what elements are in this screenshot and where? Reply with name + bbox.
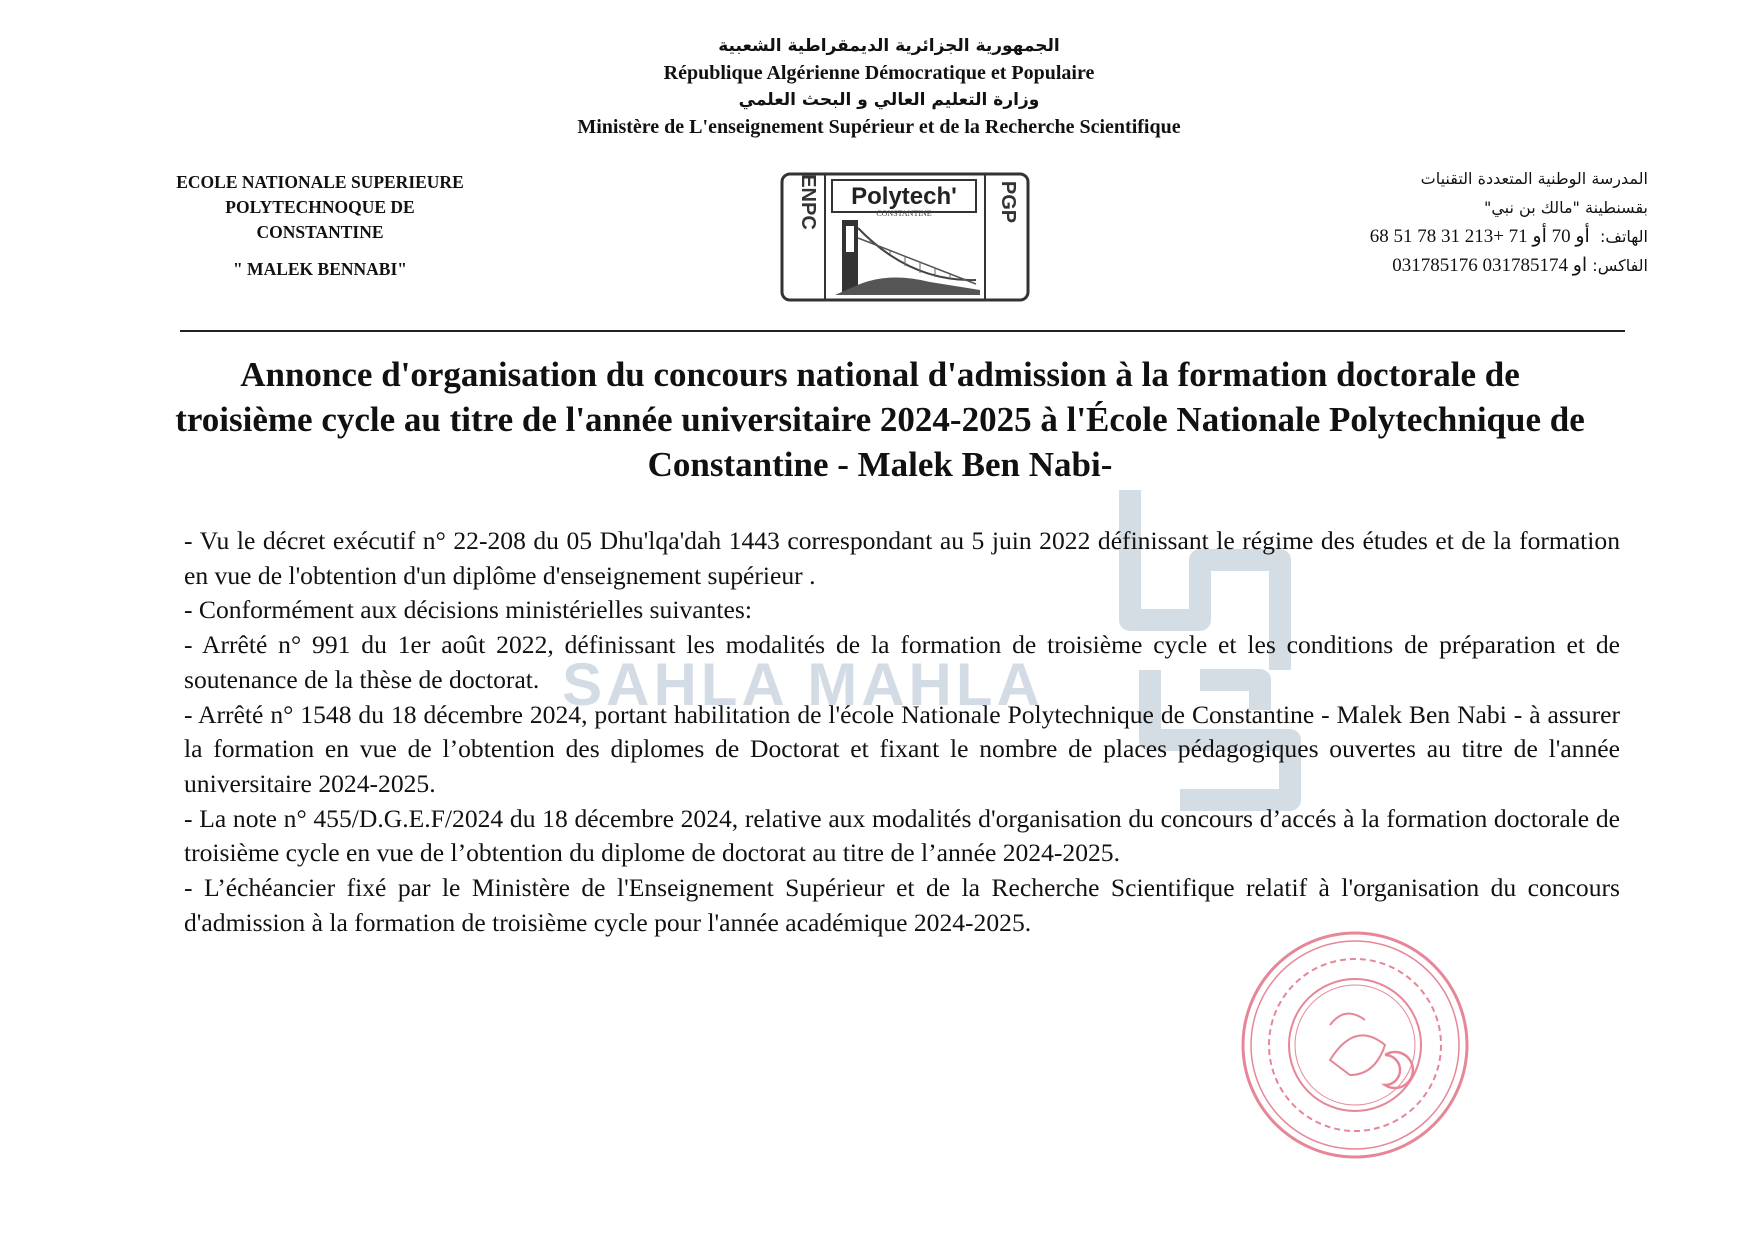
announcement-title: Annonce d'organisation du concours national d'admission à la formation doctorale de troisième cycle au titre de l'année universitaire 2024-2025 à l'École Nationale Polytechnique de Constantine - Malek Ben Nabi- [175, 355, 1585, 484]
header-divider [180, 330, 1625, 332]
watermark-text: SAHLA MAHLA [562, 651, 1044, 718]
ministry-fr: Ministère de L'enseignement Supérieur et de la Recherche Scientifique [577, 116, 1181, 138]
republic-ar: الجمهورية الجزائرية الديمقراطية الشعبية [718, 36, 1060, 56]
fax-label: الفاكس: [1592, 256, 1648, 275]
paragraph-note-455: - La note n° 455/D.G.E.F/2024 du 18 décembre 2024, relative aux modalités d'organisation du concours d’accés à la formation doctorale de troisième cycle en vue de l’obtention du diplome de doctorat au titre de l’année 2024-2025. [184, 803, 1620, 868]
logo-brand: Polytech' [851, 183, 957, 210]
phone-label: الهاتف: [1600, 227, 1648, 246]
paragraph-echeancier: - L’échéancier fixé par le Ministère de l'Enseignement Supérieur et de la Recherche Scientifique relatif à l'organisation du concours d'admission à la formation de troisième cycle pour l'année académique 2024-2025. [184, 873, 1620, 937]
fax-line [1228, 251, 1648, 280]
school-name-ar: المدرسة الوطنية المتعددة التقنيات [1420, 169, 1648, 188]
fax-value: 031785176 او 031785174 [1392, 255, 1588, 276]
school-name-fr [150, 170, 490, 282]
paragraph-arrete-991: - Arrêté n° 991 du 1er août 2022, définissant les modalités de la formation de troisième cycle et les conditions de préparation et de soutenance de la thèse de doctorat. [184, 630, 1620, 694]
logo-letters-left: ENPC [797, 174, 819, 230]
logo-sub: CONSTANTINE [876, 209, 932, 218]
phone-value: 68 51 78 31 213+ أو 70 أو 71 [1369, 226, 1590, 247]
paragraph-decree: - Vu le décret exécutif n° 22-208 du 05 Dhu'lqa'dah 1443 correspondant au 5 juin 2022 définissant le régime des études et de la formation en vue de l'obtention d'un diplôme d'enseignement supérieur . [184, 526, 1620, 590]
school-city-ar: بقسنطينة "مالك بن نبي" [1483, 198, 1648, 217]
school-contact-ar [1228, 164, 1648, 280]
school-line-3: CONSTANTINE [256, 222, 384, 242]
logo-letters-right: PGP [997, 180, 1019, 224]
school-nickname: " MALEK BENNABI" [232, 259, 408, 279]
school-line-1: ECOLE NATIONALE SUPERIEURE [176, 172, 464, 192]
school-line-2: POLYTECHNOQUE DE [225, 197, 415, 217]
paragraph-conformement: - Conformément aux décisions ministérielles suivantes: [184, 595, 752, 625]
polytech-logo [780, 172, 1030, 302]
phone-line [1228, 222, 1648, 251]
official-stamp-icon [1235, 925, 1475, 1165]
ministry-ar: وزارة التعليم العالي و البحث العلمي [738, 90, 1040, 110]
paragraph-arrete-1548: - Arrêté n° 1548 du 18 décembre 2024, portant habilitation de l'école Nationale Polytechnique de Constantine - Malek Ben Nabi - à assurer la formation en vue de l’obtention des diplomes de Doctorat et fixant le nombre de places pédagogiques ouvertes au titre de l'année universitaire 2024-2025. [184, 699, 1620, 798]
announcement-body [184, 524, 1620, 940]
republic-fr: République Algérienne Démocratique et Populaire [663, 62, 1095, 84]
